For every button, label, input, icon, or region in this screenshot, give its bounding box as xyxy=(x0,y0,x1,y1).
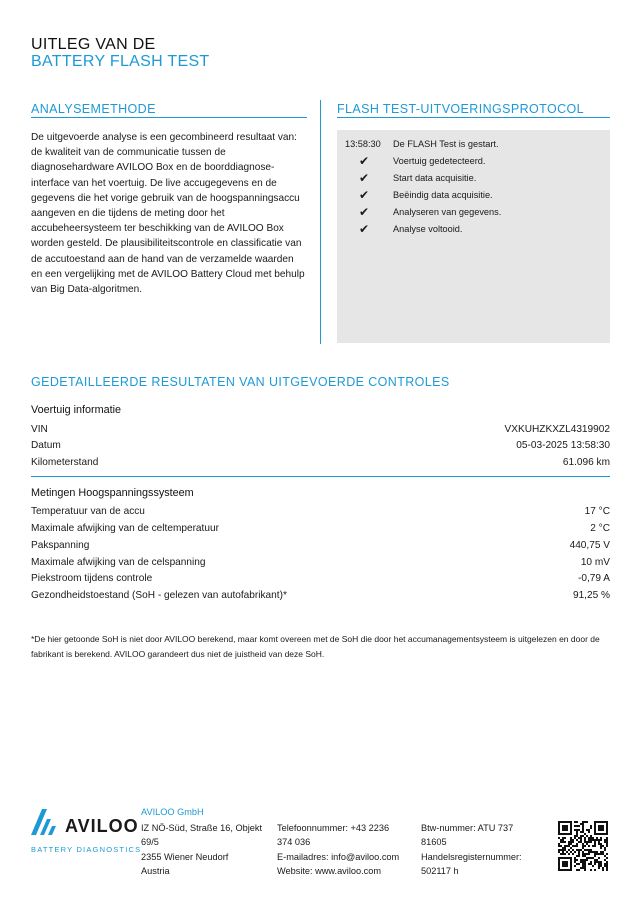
registry-line: Btw-nummer: ATU 737 xyxy=(421,823,514,833)
logo-tagline: BATTERY DIAGNOSTICS xyxy=(31,845,142,854)
company-address xyxy=(141,821,273,878)
section-divider xyxy=(31,476,610,477)
row-value: 61.096 km xyxy=(562,457,610,468)
log-message: Start data acquisitie. xyxy=(393,173,477,183)
contact-line: E-mailadres: info@aviloo.com xyxy=(277,851,400,862)
page-title-line-1: UITLEG VAN DE xyxy=(31,36,156,53)
vehicle-info-title: Voertuig informatie xyxy=(31,404,122,416)
row-value: VXKUHZKXZL4319902 xyxy=(504,424,610,435)
details-heading: GEDETAILLEERDE RESULTATEN VAN UITGEVOERDE CONTROLES xyxy=(31,375,450,389)
address-line: IZ NÖ-Süd, Straße 16, Objekt xyxy=(141,823,263,833)
protocol-log xyxy=(337,130,610,343)
row-value: 2 °C xyxy=(590,523,610,534)
analysis-text: De uitgevoerde analyse is een gecombineerd resultaat van: de kwaliteit van de communicatie tussen de diagnosehardware AVILOO Box en de boorddiagnose-interface van het voertuig. De live accugegevens en de gegevens die het vorige gebruik van de hoogspanningsaccu aangeven en die tijdens de meting door het accubeheersysteem ter beschikking van de AVILOO Box worden gesteld. De plausibiliteitscontrole en classificatie van de accutoestand aan de hand van de verzamelde waarden en een vergelijking met de AVILOO Battery Cloud met behulp van Big Data-algoritmen. xyxy=(31,132,305,296)
company-registry xyxy=(421,821,541,878)
hv-measurements-title: Metingen Hoogspanningssysteem xyxy=(31,487,194,499)
row-value: 10 mV xyxy=(580,557,610,568)
log-message: De FLASH Test is gestart. xyxy=(393,139,499,149)
row-value: 91,25 % xyxy=(572,590,610,601)
protocol-divider xyxy=(337,117,610,118)
registry-line: Handelsregisternummer: xyxy=(421,851,522,862)
check-icon: ✔ xyxy=(359,205,370,219)
soh-footnote: *De hier getoonde SoH is niet door AVILOO berekend, maar komt overeen met de SoH die door het accumanagementsysteem is uitgelezen en door de fabrikant is berekend. AVILOO garandeert dus niet de juistheid van deze SoH. xyxy=(31,634,600,659)
address-line: 2355 Wiener Neudorf xyxy=(141,851,229,862)
analysis-heading: ANALYSEMETHODE xyxy=(31,102,156,116)
logo-wordmark: AVILOO xyxy=(65,816,139,836)
row-label: Piekstroom tijdens controle xyxy=(31,573,153,584)
aviloo-logo-icon xyxy=(31,809,65,835)
registry-line: 502117 h xyxy=(421,865,459,876)
row-value: -0,79 A xyxy=(578,573,610,584)
contact-line: 374 036 xyxy=(277,837,311,848)
row-label: Datum xyxy=(31,440,61,451)
check-icon: ✔ xyxy=(359,171,370,185)
row-label: Maximale afwijking van de celtemperatuur xyxy=(31,523,219,534)
contact-line: Website: www.aviloo.com xyxy=(277,865,381,876)
row-value: 17 °C xyxy=(584,506,610,517)
row-label: Maximale afwijking van de celspanning xyxy=(31,557,206,568)
log-message: Analyseren van gegevens. xyxy=(393,207,502,217)
log-message: Analyse voltooid. xyxy=(393,224,463,234)
check-icon: ✔ xyxy=(359,154,370,168)
row-label: Kilometerstand xyxy=(31,457,99,468)
log-message: Beëindig data acquisitie. xyxy=(393,190,493,200)
check-icon: ✔ xyxy=(359,222,370,236)
log-message: Voertuig gedetecteerd. xyxy=(393,156,486,166)
row-label: Gezondheidstoestand (SoH - gelezen van autofabrikant)* xyxy=(31,590,287,601)
row-label: Pakspanning xyxy=(31,540,90,551)
row-label: VIN xyxy=(31,424,48,435)
address-line: 69/5 xyxy=(141,837,159,848)
log-time: 13:58:30 xyxy=(345,139,381,149)
analysis-divider xyxy=(31,117,307,118)
qr-code-icon xyxy=(558,821,608,871)
contact-line: Telefoonnummer: +43 2236 xyxy=(277,823,390,833)
protocol-heading: FLASH TEST-UITVOERINGSPROTOCOL xyxy=(337,102,584,116)
row-value: 05-03-2025 13:58:30 xyxy=(516,440,610,451)
address-line: Austria xyxy=(141,865,170,876)
column-divider xyxy=(320,100,321,344)
page-title-line-2: BATTERY FLASH TEST xyxy=(31,53,210,70)
company-contact xyxy=(277,821,415,878)
row-label: Temperatuur van de accu xyxy=(31,506,145,517)
row-value: 440,75 V xyxy=(569,540,610,551)
company-name: AVILOO GmbH xyxy=(141,807,204,817)
registry-line: 81605 xyxy=(421,837,447,848)
aviloo-logo xyxy=(31,809,143,859)
check-icon: ✔ xyxy=(359,188,370,202)
